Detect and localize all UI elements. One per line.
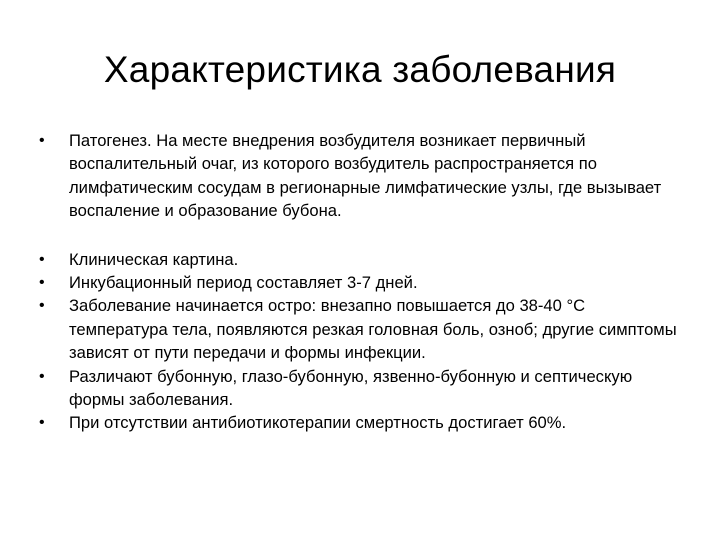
paragraph-gap xyxy=(36,223,684,248)
slide-content xyxy=(36,129,684,435)
onset-text: Заболевание начинается остро: внезапно повышается до 38-40 °С температура тела, появляются резкая головная боль, озноб; другие симптомы зависят от пути передачи и формы инфекции. xyxy=(69,296,677,363)
bullet-pathogenesis xyxy=(36,129,684,223)
bullet-icon: • xyxy=(39,274,45,292)
term-pathogenesis: Патогенез xyxy=(69,131,147,150)
forms-text: Различают бубонную, глазо-бубонную, язвенно-бубонную и септическую формы заболевания. xyxy=(69,366,633,410)
bullet-onset xyxy=(36,294,684,364)
slide-title: Характеристика заболевания xyxy=(103,49,617,90)
pathogenesis-text: . На месте внедрения возбудителя возникает первичный воспалительный очаг, из которого возбудитель распространяется по лимфатическим сосудам в регионарные лимфатические узлы, где вызывает воспаление и образование бубона. xyxy=(69,131,662,221)
bullet-mortality xyxy=(36,411,684,434)
bullet-icon: • xyxy=(39,367,45,385)
bullet-icon: • xyxy=(39,297,45,315)
bullet-icon: • xyxy=(39,414,45,432)
bullet-list-clinical xyxy=(36,248,684,435)
incubation-text: Инкубационный период составляет 3-7 дней. xyxy=(69,273,418,293)
bullet-incubation xyxy=(36,271,684,294)
bullet-list xyxy=(36,129,684,223)
bullet-clinical-picture xyxy=(36,248,684,271)
bullet-forms xyxy=(36,365,684,412)
term-clinical-picture: Клиническая картина xyxy=(69,249,234,269)
bullet-icon: • xyxy=(39,250,45,268)
bullet-icon: • xyxy=(39,132,45,149)
clinical-picture-text: . xyxy=(233,249,239,269)
mortality-text: При отсутствии антибиотикотерапии смертность достигает 60%. xyxy=(69,413,567,433)
